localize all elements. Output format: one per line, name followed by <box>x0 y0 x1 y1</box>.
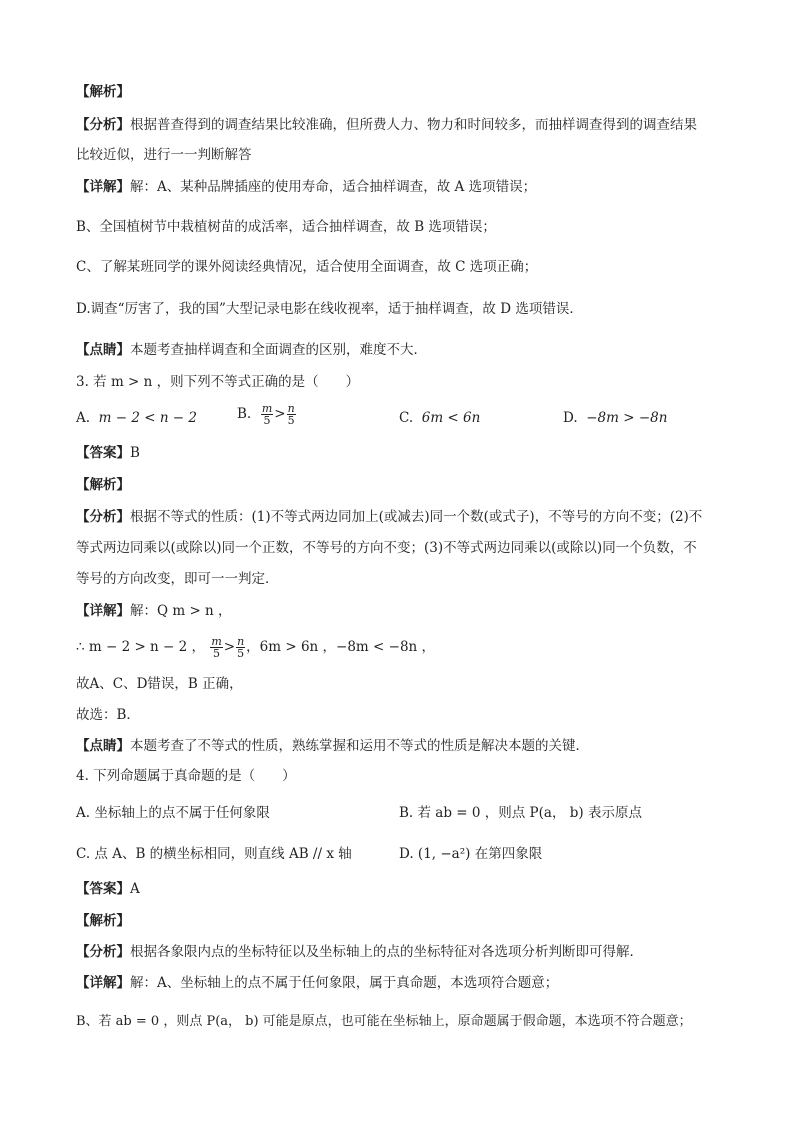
q2-jiexi-heading: 【解析】 <box>76 84 130 100</box>
q4-answer-tag: 【答案】 <box>76 881 130 897</box>
q3-step-frac-1 <box>210 636 222 659</box>
q4-answer: A <box>130 881 140 897</box>
q3-option-a-label: A. <box>76 410 91 426</box>
q4-option-a: A. 坐标轴上的点不属于任何象限 <box>76 805 270 821</box>
q3-jiexi-heading: 【解析】 <box>76 477 130 493</box>
q3-option-b-rel: > <box>274 406 286 422</box>
q3-fenxi-line-2: 等式两边同乘以(或除以)同一个正数，不等号的方向不变；(3)不等式两边同乘以(或除以)同一个负数，不 <box>76 540 697 556</box>
q2-xiangjie-line <box>76 178 536 196</box>
q3-option-c <box>399 409 480 427</box>
q2-line-d: D.调查“厉害了，我的国”大型记录电影在线收视率，适于抽样调查，故 D 选项错误． <box>76 301 583 317</box>
q4-answer-line <box>76 880 140 898</box>
q4-fenxi-line <box>76 943 643 961</box>
q3-fenxi-line-1 <box>76 508 702 526</box>
q3-option-b-frac-2 <box>287 403 296 426</box>
q2-fenxi-tag: 【分析】 <box>76 117 130 133</box>
q4-xiangjie-a: 解：A、坐标轴上的点不属于任何象限，属于真命题，本选项符合题意； <box>130 975 559 991</box>
q2-dianjing-text: 本题考查抽样调查和全面调查的区别，难度不大． <box>130 342 427 358</box>
q2-fenxi-line-1 <box>76 116 697 134</box>
q4-jiexi-heading: 【解析】 <box>76 913 130 929</box>
q3-xiangjie-line <box>76 602 232 620</box>
q2-xiangjie-tag: 【详解】 <box>76 179 130 195</box>
q3-option-b-den-1: 5 <box>263 414 271 427</box>
q4-fenxi-text: 根据各象限内点的坐标特征以及坐标轴上的点的坐标特征对各选项分析判断即可得解． <box>130 944 643 960</box>
q3-step-frac-2 <box>236 636 245 659</box>
q3-option-a <box>76 409 197 427</box>
q3-step-rel: > <box>223 639 236 655</box>
q3-option-d-expr: −8m > −8n <box>586 410 668 426</box>
q4-xiangjie-line <box>76 974 558 992</box>
q3-option-a-expr: m − 2 < n − 2 <box>98 410 197 426</box>
q3-step-line <box>76 636 435 659</box>
q3-dianjing-tag: 【点睛】 <box>76 738 130 754</box>
q3-option-b-den-2: 5 <box>287 414 295 427</box>
q4-line-b: B、若 ab = 0 ，则点 P(a， b) 可能是原点，也可能在坐标轴上，原命题属于假命题，本选项不符合题意； <box>76 1014 692 1029</box>
q3-dianjing-line <box>76 737 589 755</box>
q3-stem: 3. 若 m > n ，则下列不等式正确的是（ ） <box>76 374 360 390</box>
q3-answer-tag: 【答案】 <box>76 445 130 461</box>
q3-dianjing-text: 本题考查了不等式的性质，熟练掌握和运用不等式的性质是解决本题的关键． <box>130 738 589 754</box>
q3-option-b-frac-1 <box>261 403 273 426</box>
q4-xiangjie-tag: 【详解】 <box>76 975 130 991</box>
q2-dianjing-tag: 【点睛】 <box>76 342 130 358</box>
q2-dianjing-line <box>76 341 427 359</box>
q3-step-den-1: 5 <box>213 647 221 660</box>
q4-fenxi-tag: 【分析】 <box>76 944 130 960</box>
q3-step-1: ∴ m − 2 > n − 2 ， <box>76 639 206 655</box>
q3-option-c-label: C. <box>399 410 414 426</box>
q3-step-den-2: 5 <box>237 647 245 660</box>
q3-step-num-1: m <box>211 635 222 648</box>
q3-step-2: ，6m > 6n ，−8m < −8n ， <box>246 639 436 655</box>
q2-fenxi-line-2: 比较近似，进行一一判断解答 <box>76 147 252 163</box>
q3-fenxi-line-3: 等号的方向改变，即可一一判定． <box>76 571 279 587</box>
q3-xiangjie-tag: 【详解】 <box>76 603 130 619</box>
q3-answer: B <box>130 445 140 461</box>
q3-answer-line <box>76 444 140 462</box>
q4-option-b: B. 若 ab = 0 ，则点 P(a， b) 表示原点 <box>399 805 642 821</box>
q3-option-d-label: D. <box>563 410 578 426</box>
q2-fenxi-text-1: 根据普查得到的调查结果比较准确，但所费人力、物力和时间较多，而抽样调查得到的调查结果 <box>130 117 697 133</box>
q2-line-c: C、了解某班同学的课外阅读经典情况，适合使用全面调查，故 C 选项正确； <box>76 259 538 275</box>
q3-fenxi-tag: 【分析】 <box>76 509 130 525</box>
q4-option-c: C. 点 A、B 的横坐标相同，则直线 AB // x 轴 <box>76 846 352 862</box>
q2-line-b: B、全国植树节中栽植树苗的成活率，适合抽样调查，故 B 选项错误； <box>76 219 496 235</box>
q3-choose-line: 故选：B． <box>76 707 140 723</box>
q3-step-num-2: n <box>237 635 245 648</box>
q4-option-d: D. (1, −a²) 在第四象限 <box>399 846 543 862</box>
q2-xiangjie-a: 解：A、某种品牌插座的使用寿命，适合抽样调查，故 A 选项错误； <box>130 179 537 195</box>
q3-option-d <box>563 409 667 427</box>
q3-fenxi-text-1: 根据不等式的性质：(1)不等式两边同加上(或减去)同一个数(或式子)，不等号的方向不变；(2)不 <box>130 509 703 525</box>
q3-option-b-num-1: m <box>261 402 273 415</box>
q3-option-b-label: B. <box>237 406 252 422</box>
q3-option-c-expr: 6m < 6n <box>421 410 481 426</box>
q3-option-b <box>237 403 297 426</box>
q3-xiangjie-text: 解：Q m > n ， <box>130 603 232 619</box>
q3-option-b-num-2: n <box>287 402 295 415</box>
q4-stem: 4. 下列命题属于真命题的是（ ） <box>76 768 296 784</box>
q3-wrong-line: 故A、C、D错误，B 正确， <box>76 676 243 692</box>
